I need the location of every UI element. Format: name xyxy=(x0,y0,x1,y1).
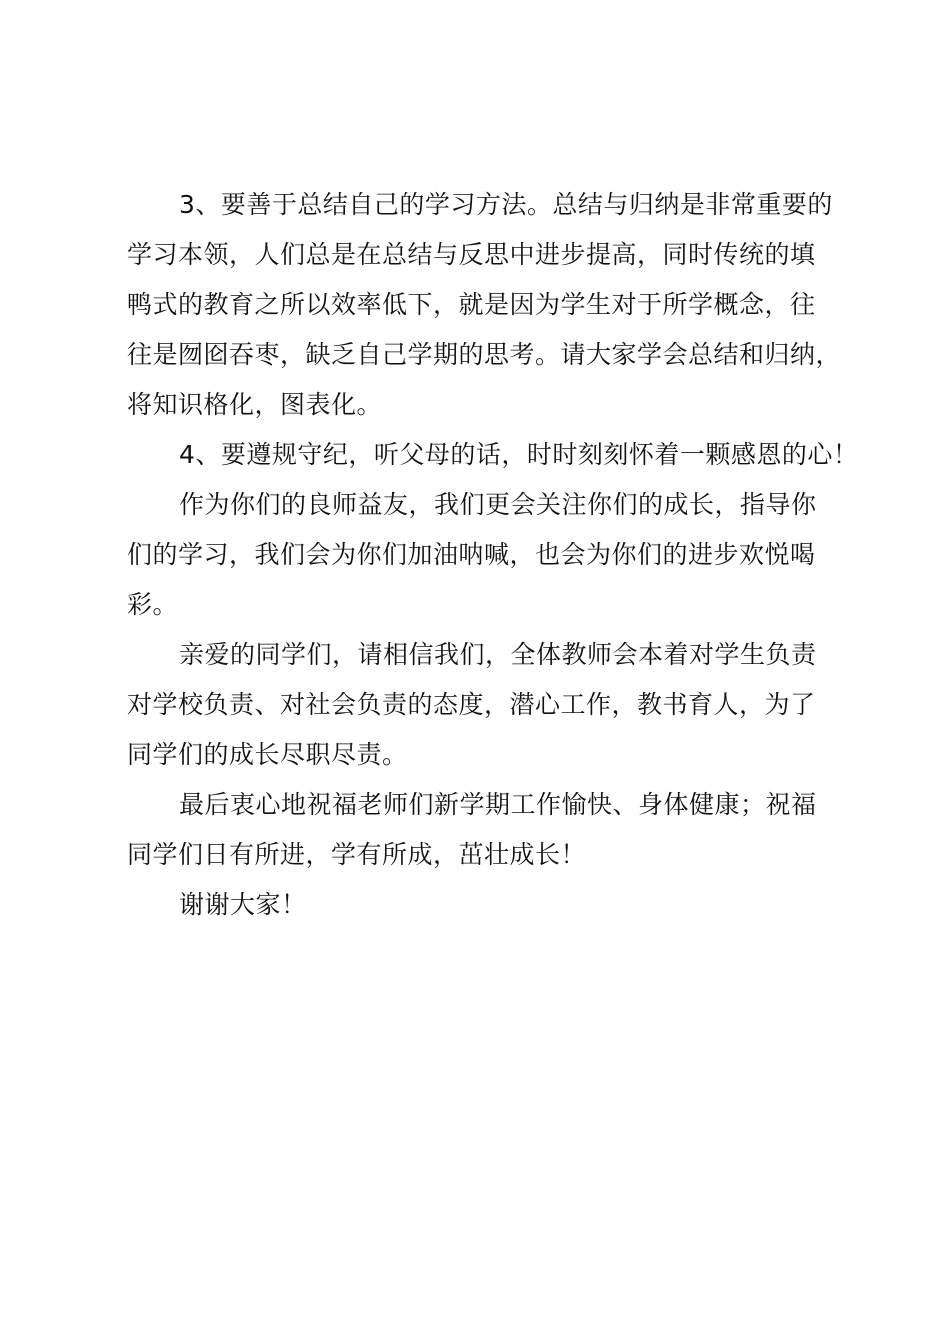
text-line: 鸭式的教育之所以效率低下，就是因为学生对于所学概念，往 xyxy=(127,290,816,319)
text-line: 同学们的成长尽职尽责。 xyxy=(127,740,408,769)
document-body xyxy=(127,180,859,930)
text-line: 作为你们的良师益友，我们更会关注你们的成长，指导你 xyxy=(179,490,817,519)
paragraph-teachers-friends xyxy=(127,480,839,630)
text-line: 最后衷心地祝福老师们新学期工作愉快、身体健康；祝福 xyxy=(179,790,817,819)
paragraph-believe-us xyxy=(127,630,839,780)
paragraph-blessings xyxy=(127,780,839,880)
text-line: 们的学习，我们会为你们加油呐喊，也会为你们的进步欢悦喝 xyxy=(127,540,816,569)
text-line: 往是囫囵吞枣，缺乏自己学期的思考。请大家学会总结和归纳， xyxy=(127,340,842,369)
text-line: 4、要遵规守纪，听父母的话，时时刻刻怀着一颗感恩的心！ xyxy=(179,440,859,469)
paragraph-discipline xyxy=(127,430,859,480)
text-line: 同学们日有所进，学有所成，茁壮成长！ xyxy=(127,840,587,869)
text-line: 学习本领，人们总是在总结与反思中进步提高，同时传统的填 xyxy=(127,240,816,269)
paragraph-thanks xyxy=(127,880,839,930)
text-line: 对学校负责、对社会负责的态度，潜心工作，教书育人，为了 xyxy=(127,690,816,719)
paragraph-study-method xyxy=(127,180,842,430)
text-line: 3、要善于总结自己的学习方法。总结与归纳是非常重要的 xyxy=(179,190,833,219)
text-line: 彩。 xyxy=(127,590,179,619)
text-line: 谢谢大家！ xyxy=(179,890,307,919)
text-line: 亲爱的同学们，请相信我们，全体教师会本着对学生负责 xyxy=(179,640,817,669)
text-line: 将知识格化，图表化。 xyxy=(127,390,383,419)
